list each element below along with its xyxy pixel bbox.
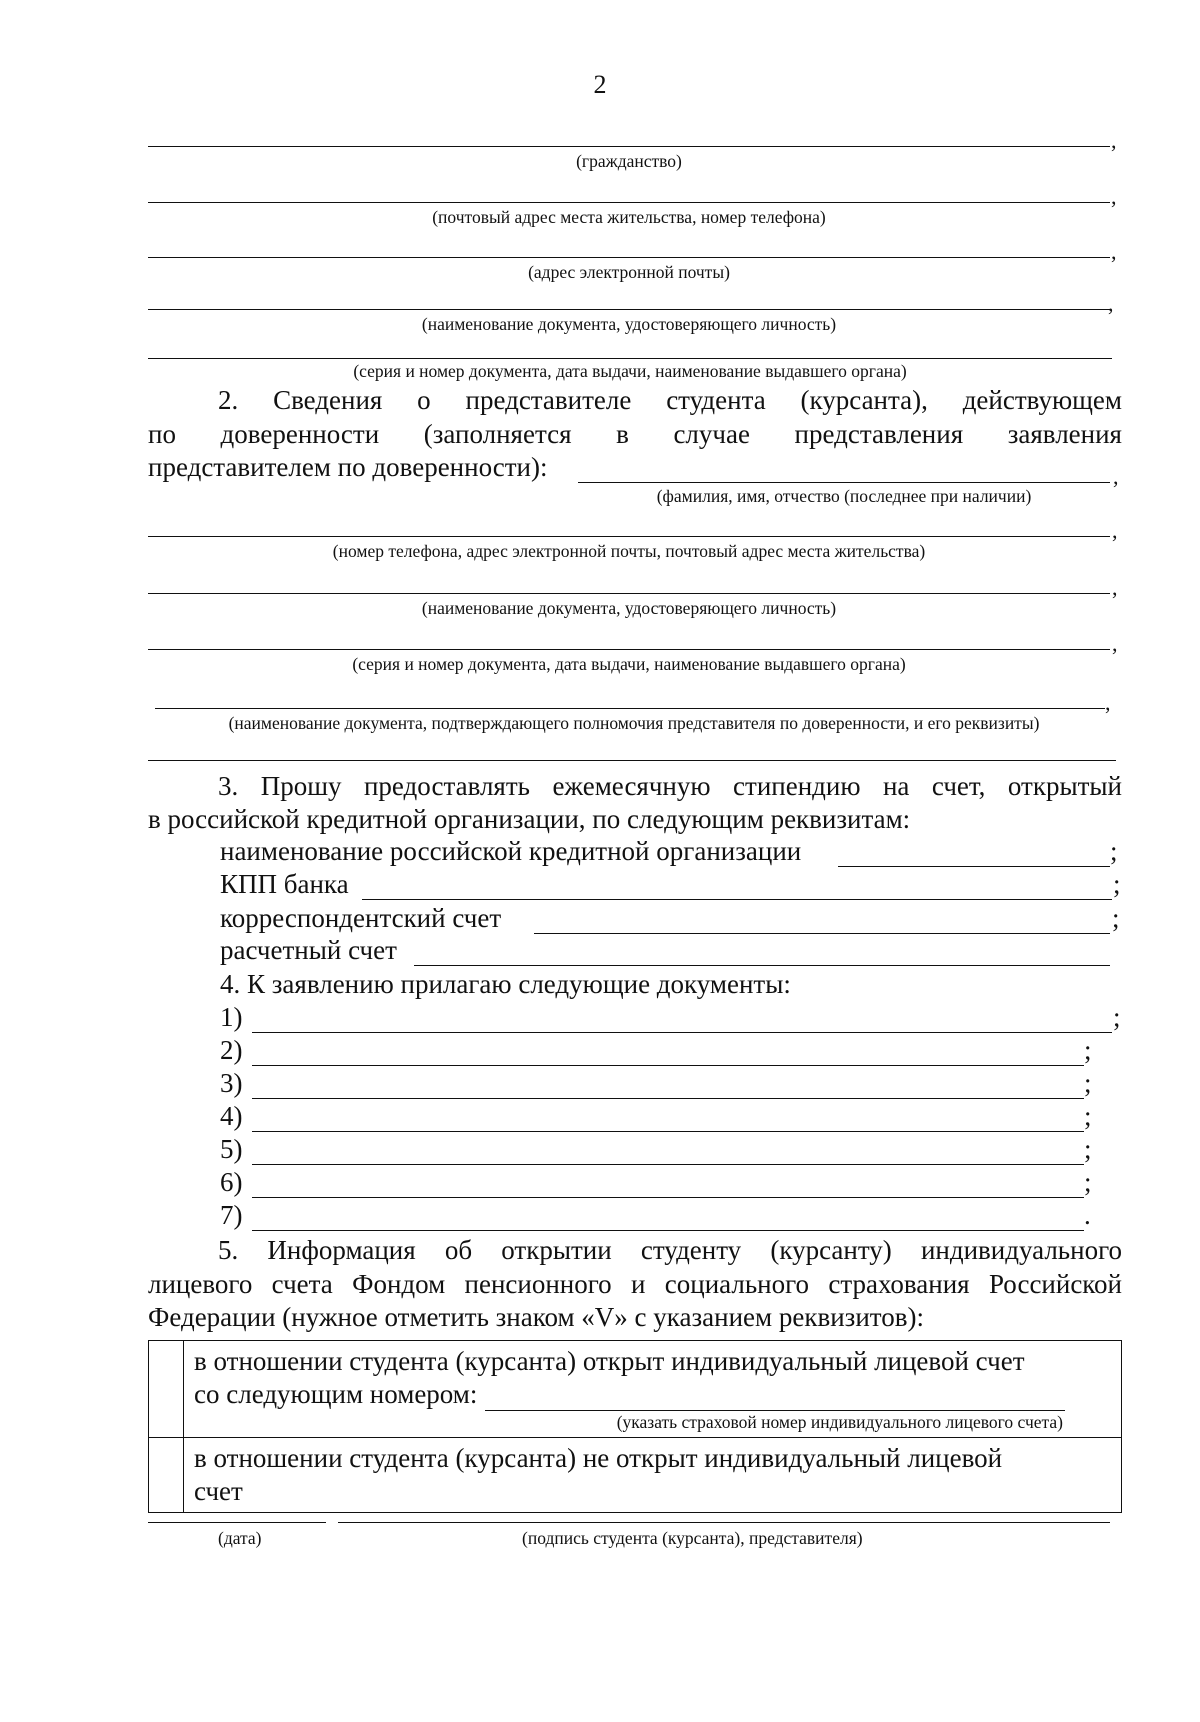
word: индивидуального: [920, 1235, 1122, 1265]
semicolon: ;: [1084, 1167, 1092, 1197]
word: в: [616, 419, 629, 449]
doc-item-line: [252, 1230, 1084, 1231]
representative-id-line: [148, 593, 1110, 594]
page-number: 2: [593, 70, 607, 99]
section5-line3: Федерации (нужное отметить знаком «V» с указанием реквизитов):: [148, 1302, 924, 1332]
power-of-attorney-details-line: [148, 760, 1116, 761]
option-opened-row: [149, 1341, 1122, 1438]
word: стипендию: [733, 771, 861, 801]
address-phone-caption: (почтовый адрес места жительства, номер телефона): [432, 207, 826, 227]
word: студента: [666, 385, 766, 415]
corr-account-label: корреспондентский счет: [220, 903, 502, 933]
word: социального: [664, 1269, 810, 1299]
doc-item-line: [252, 1065, 1084, 1066]
address-phone-line: [148, 202, 1110, 203]
word: Фондом: [352, 1269, 446, 1299]
signature-line: [338, 1522, 1110, 1523]
word: на: [882, 771, 910, 801]
representative-name-caption: (фамилия, имя, отчество (последнее при наличии): [656, 486, 1032, 506]
kpp-label: КПП банка: [220, 869, 349, 899]
semicolon: ;: [1084, 1101, 1092, 1131]
power-of-attorney-line: [155, 708, 1105, 709]
semicolon: ;: [1113, 1002, 1121, 1032]
semicolon: ;: [1113, 869, 1121, 899]
option-not-opened-text-cont: счет: [194, 1476, 243, 1506]
word: Информация: [267, 1235, 416, 1265]
word: Сведения: [273, 385, 383, 415]
doc-item-number: 7): [220, 1200, 243, 1230]
word: открытый: [1007, 771, 1122, 801]
comma: ,: [1111, 184, 1117, 209]
power-of-attorney-caption: (наименование документа, подтверждающего полномочия представителя по доверенности, и его реквизиты): [228, 713, 1040, 733]
doc-item-number: 2): [220, 1035, 243, 1065]
word: (курсанта),: [800, 385, 928, 415]
comma: ,: [1112, 631, 1118, 656]
date-line: [148, 1522, 326, 1523]
word: и: [630, 1269, 646, 1299]
semicolon: ;: [1084, 1068, 1092, 1098]
word: 3.: [218, 771, 239, 801]
word: предоставлять: [363, 771, 530, 801]
semicolon: ;: [1110, 836, 1118, 866]
representative-series-line: [148, 649, 1110, 650]
option-opened-number-label: со следующим номером:: [194, 1379, 478, 1409]
section2-line2: [148, 418, 1122, 450]
id-series-caption: (серия и номер документа, дата выдачи, наименование выдавшего органа): [353, 361, 907, 381]
corr-account-line: [534, 933, 1110, 934]
word: случае: [673, 419, 750, 449]
email-line: [148, 257, 1110, 258]
option-opened-number-row: [194, 1378, 1111, 1411]
representative-id-caption: (наименование документа, удостоверяющего личность): [421, 598, 837, 618]
word: (курсанту): [770, 1235, 892, 1265]
word: об: [444, 1235, 473, 1265]
kpp-line: [362, 899, 1112, 900]
section2-line3: представителем по доверенности):: [148, 452, 548, 482]
citizenship-line: [148, 146, 1110, 147]
section3-line1: [148, 770, 1122, 802]
doc-item-number: 1): [220, 1002, 243, 1032]
doc-item-line: [252, 1098, 1084, 1099]
word: 2.: [218, 385, 239, 415]
option-not-opened-row: [149, 1438, 1122, 1513]
section5-line2: [148, 1268, 1122, 1300]
option-not-opened-cell: [184, 1438, 1122, 1513]
word: Российской: [988, 1269, 1122, 1299]
snils-number-line: [485, 1384, 1065, 1411]
documents-heading: 4. К заявлению прилагаю следующие документы:: [220, 969, 791, 999]
representative-contacts-caption: (номер телефона, адрес электронной почты, почтовый адрес места жительства): [332, 541, 926, 561]
semicolon: ;: [1084, 1035, 1092, 1065]
option-not-opened-text: в отношении студента (курсанта) не открыт индивидуальный лицевой: [194, 1443, 1003, 1473]
word: счета: [271, 1269, 333, 1299]
doc-item-number: 6): [220, 1167, 243, 1197]
representative-name-line: [578, 482, 1110, 483]
doc-item-line: [252, 1131, 1084, 1132]
representative-series-caption: (серия и номер документа, дата выдачи, наименование выдавшего органа): [352, 654, 906, 674]
id-document-line: [148, 309, 1110, 310]
option-opened-text: в отношении студента (курсанта) открыт индивидуальный лицевой счет: [194, 1346, 1025, 1376]
bank-name-line: [838, 866, 1110, 867]
section5-line1: [148, 1234, 1122, 1266]
email-caption: (адрес электронной почты): [528, 262, 730, 282]
word: о: [417, 385, 431, 415]
comma: ,: [1105, 690, 1111, 715]
comma: ,: [1112, 575, 1118, 600]
signature-caption: (подпись студента (курсанта), представителя): [522, 1528, 863, 1548]
doc-item-line: [252, 1197, 1084, 1198]
comma: ,: [1112, 518, 1118, 543]
word: счет,: [931, 771, 986, 801]
doc-item-number: 3): [220, 1068, 243, 1098]
bank-name-label: наименование российской кредитной организации: [220, 836, 802, 866]
word: страхования: [828, 1269, 970, 1299]
comma: ,: [1111, 239, 1117, 264]
option-opened-cell: [184, 1341, 1122, 1438]
word: представителе: [465, 385, 632, 415]
word: открытии: [501, 1235, 612, 1265]
option-opened-checkbox[interactable]: [149, 1341, 184, 1438]
doc-item-line: [252, 1164, 1084, 1165]
doc-item-number: 4): [220, 1101, 243, 1131]
comma: ,: [1108, 291, 1114, 316]
option-not-opened-checkbox[interactable]: [149, 1438, 184, 1513]
period: .: [1084, 1200, 1091, 1230]
comma: ,: [1111, 128, 1117, 153]
semicolon: ;: [1112, 903, 1120, 933]
word: по: [148, 419, 176, 449]
date-caption: (дата): [218, 1528, 262, 1548]
word: студенту: [640, 1235, 742, 1265]
word: заявления: [1007, 419, 1122, 449]
comma: ,: [1113, 464, 1119, 489]
section3-line2: в российской кредитной организации, по следующим реквизитам:: [148, 804, 911, 834]
semicolon: ;: [1084, 1134, 1092, 1164]
word: доверенности: [220, 419, 380, 449]
word: представления: [794, 419, 964, 449]
snils-caption: (указать страховой номер индивидуального лицевого счета): [616, 1412, 1063, 1432]
account-line: [414, 965, 1110, 966]
word: пенсионного: [464, 1269, 612, 1299]
word: ежемесячную: [552, 771, 711, 801]
id-document-caption: (наименование документа, удостоверяющего личность): [421, 314, 837, 334]
word: лицевого: [148, 1269, 253, 1299]
account-label: расчетный счет: [220, 935, 397, 965]
doc-item-line: [252, 1032, 1112, 1033]
word: 5.: [218, 1235, 239, 1265]
word: действующем: [962, 385, 1122, 415]
word: (заполняется: [423, 419, 572, 449]
citizenship-caption: (гражданство): [576, 151, 682, 171]
account-status-table: [148, 1340, 1122, 1513]
representative-contacts-line: [148, 536, 1110, 537]
word: Прошу: [260, 771, 342, 801]
id-series-line: [148, 358, 1112, 359]
section2-line1: [148, 384, 1122, 416]
doc-item-number: 5): [220, 1134, 243, 1164]
